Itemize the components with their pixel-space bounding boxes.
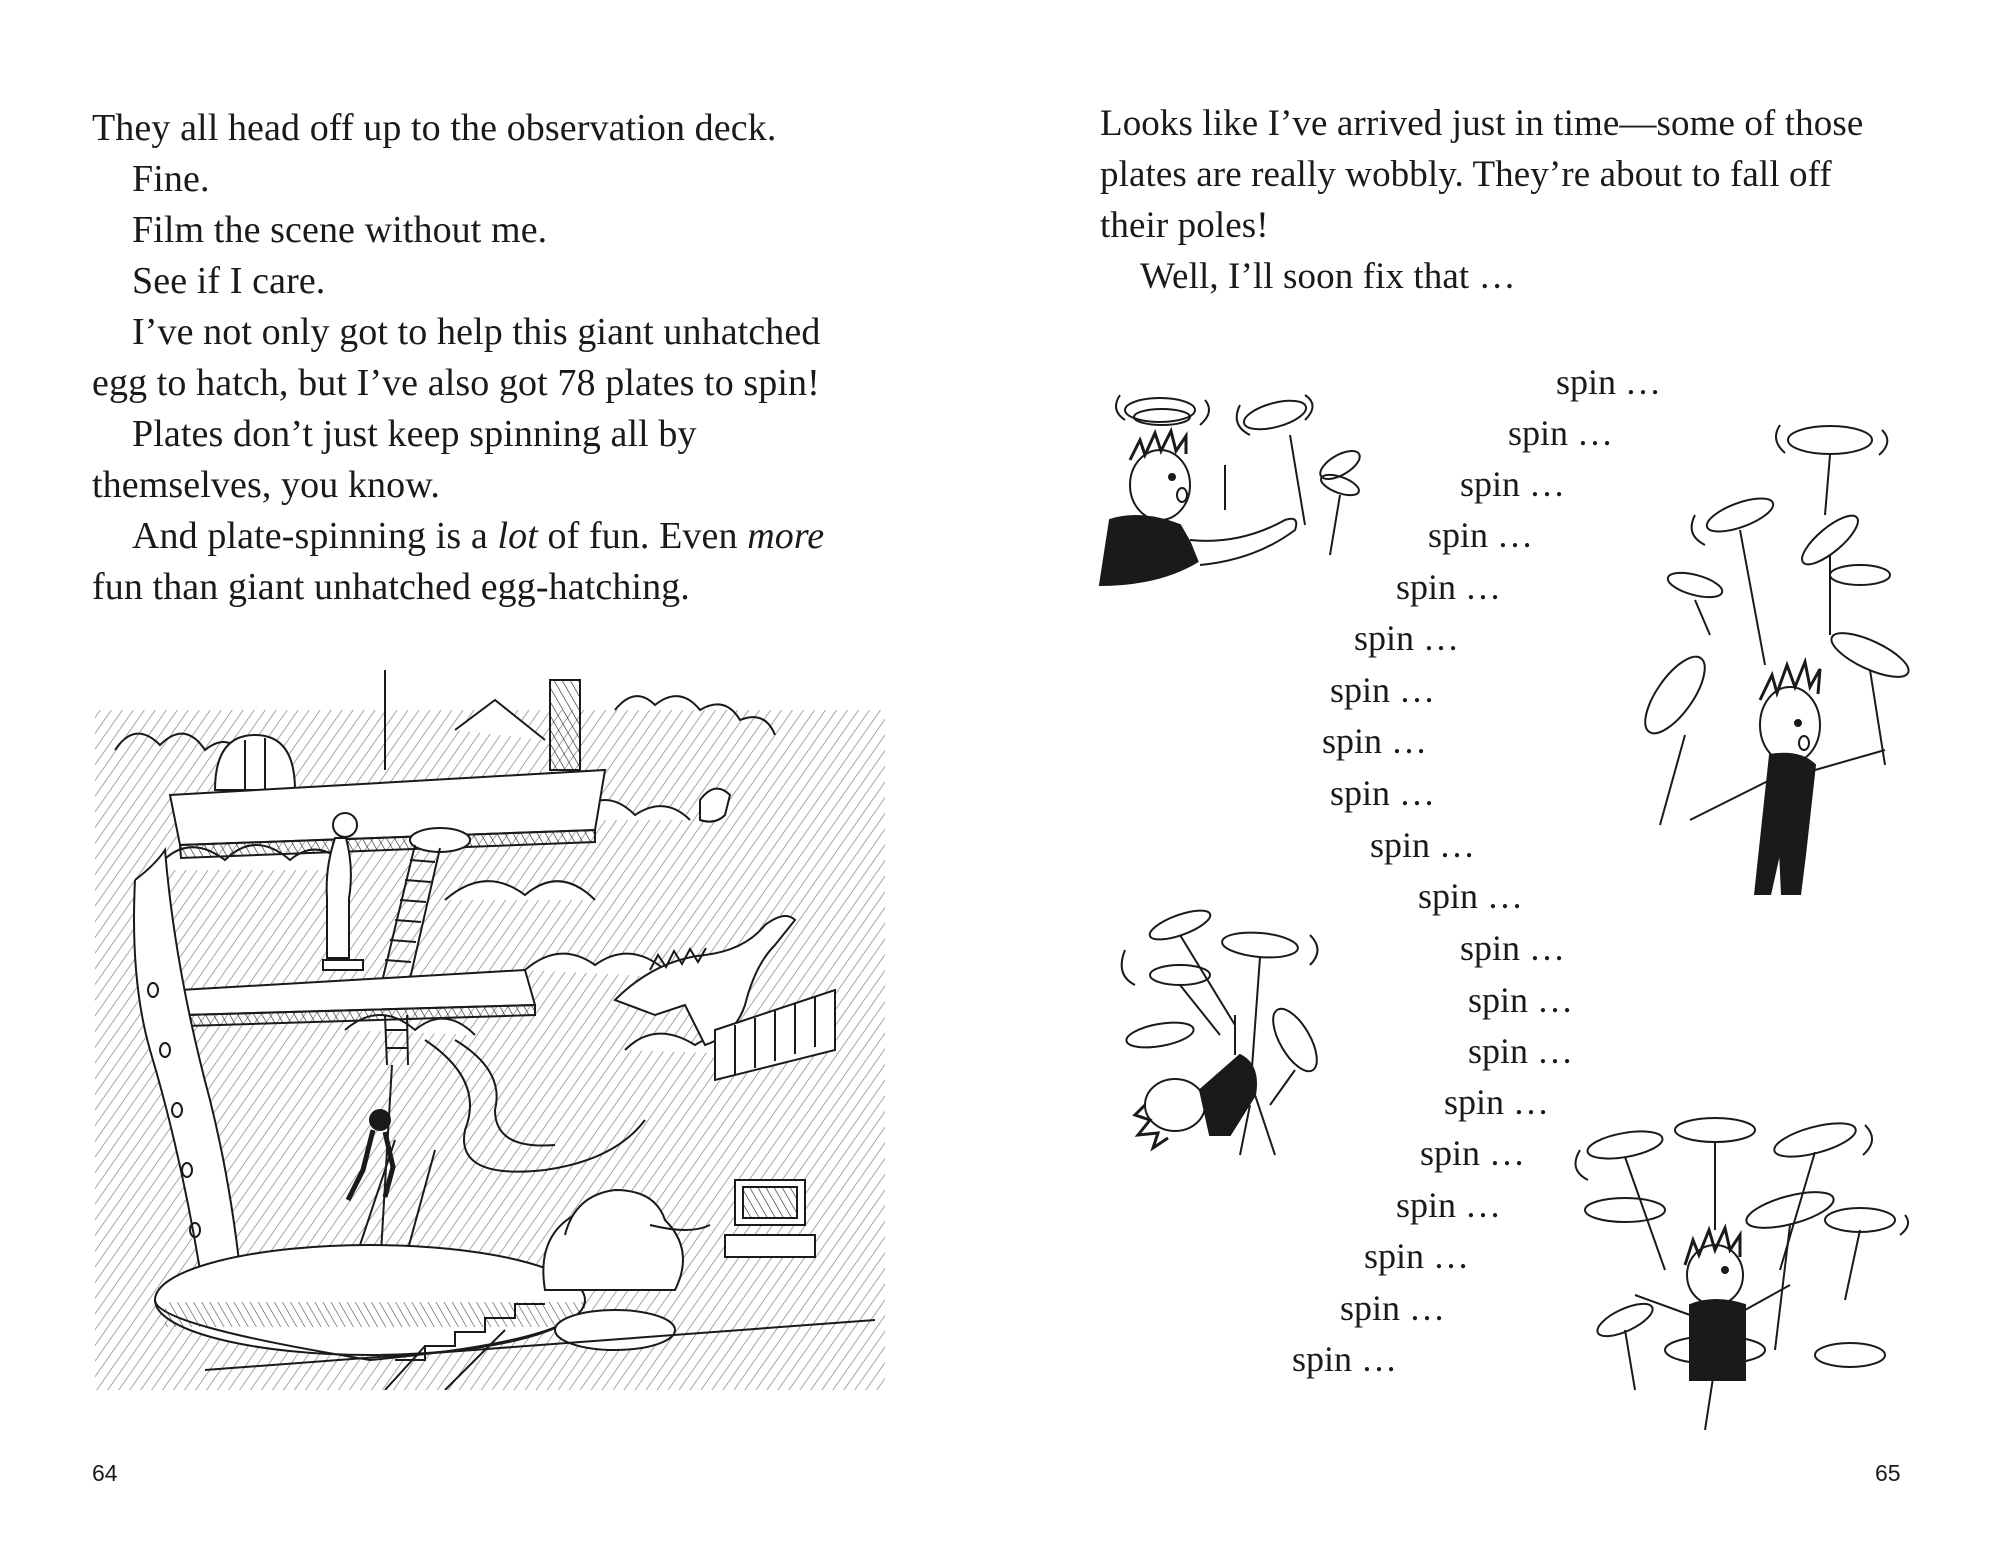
spin-line: spin …: [1330, 670, 1436, 710]
paragraph-fine: Fine.: [132, 158, 210, 200]
paragraph-fix-that: Well, I’ll soon fix that …: [1140, 256, 1516, 297]
paragraph-see-if-i-care: See if I care.: [132, 260, 326, 302]
spin-line: spin …: [1420, 1133, 1526, 1173]
paragraph-line: themselves, you know.: [92, 464, 440, 506]
spin-line: spin …: [1396, 1185, 1502, 1225]
paragraph-line: plates are really wobbly. They’re about to fall off: [1100, 154, 1832, 195]
spin-line: spin …: [1364, 1236, 1470, 1276]
emphasis-more: more: [747, 515, 825, 557]
text-run: of fun. Even: [537, 515, 748, 557]
spin-line: spin …: [1508, 413, 1614, 453]
spin-line: spin …: [1396, 567, 1502, 607]
spin-line: spin …: [1428, 515, 1534, 555]
spin-line: spin …: [1460, 464, 1566, 504]
paragraph-arrived-in-time: [1100, 98, 1863, 251]
paragraph-line: I’ve not only got to help this giant unhatched: [132, 311, 821, 353]
page-number-left: 64: [92, 1460, 118, 1486]
paragraph-egg-and-plates: [92, 307, 820, 409]
right-page: [1000, 0, 2000, 1542]
text-run: And plate-spinning is a: [132, 515, 498, 557]
boy-tumbling-plates-illustration: [1120, 905, 1340, 1165]
spin-line: spin …: [1556, 362, 1662, 402]
paragraph-line: Plates don’t just keep spinning all by: [132, 413, 697, 455]
paragraph-plate-spinning-fun: [92, 511, 824, 613]
spin-line: spin …: [1460, 928, 1566, 968]
boy-pointing-illustration: [1090, 365, 1420, 595]
boy-spinning-plates-top-illustration: [1620, 405, 1950, 895]
page-number-right: 65: [1875, 1460, 1901, 1486]
spin-line: spin …: [1444, 1082, 1550, 1122]
boy-balancing-plates-bottom-illustration: [1565, 1100, 1915, 1430]
spin-line: spin …: [1292, 1339, 1398, 1379]
spin-line: spin …: [1354, 618, 1460, 658]
treehouse-illustration: [95, 670, 885, 1390]
paragraph-observation-deck: They all head off up to the observation deck.: [92, 107, 777, 149]
spin-line: spin …: [1468, 1031, 1574, 1071]
paragraph-line: [92, 511, 824, 562]
paragraph-line: their poles!: [1100, 205, 1269, 246]
emphasis-lot: lot: [497, 515, 538, 557]
paragraph-line: Looks like I’ve arrived just in time—some of those: [1100, 103, 1864, 144]
spin-line: spin …: [1322, 721, 1428, 761]
spin-line: spin …: [1330, 773, 1436, 813]
spin-line: spin …: [1418, 876, 1524, 916]
paragraph-film-scene: Film the scene without me.: [132, 209, 548, 251]
paragraph-line: egg to hatch, but I’ve also got 78 plates to spin!: [92, 362, 820, 404]
spin-line: spin …: [1468, 980, 1574, 1020]
paragraph-plates-spinning: [92, 409, 697, 511]
spin-line: spin …: [1340, 1288, 1446, 1328]
paragraph-line: fun than giant unhatched egg-hatching.: [92, 566, 690, 608]
spin-line: spin …: [1370, 825, 1476, 865]
